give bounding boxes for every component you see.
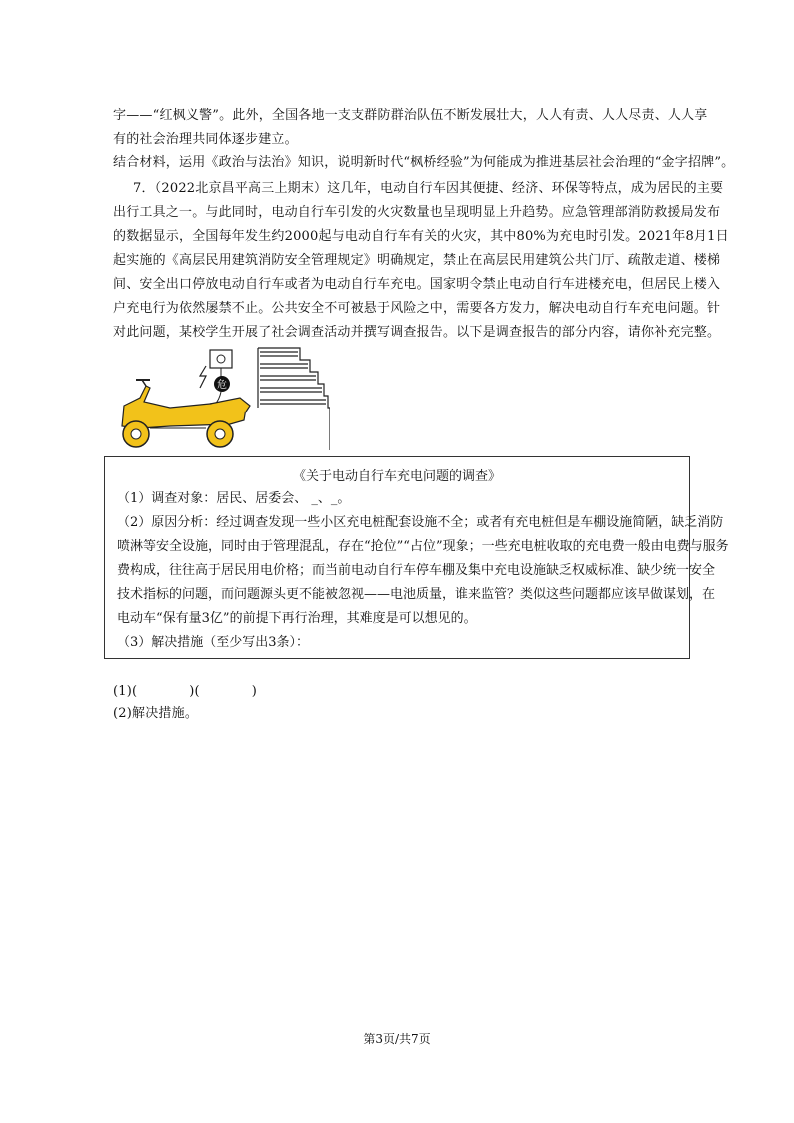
report-item-analysis: 技术指标的问题，而问题源头更不能被忽视——电池质量，谁来监管？类似这些问题都应该早做谋划，在 [117,587,716,602]
question-7-line: 的数据显示，全国每年发生约2000起与电动自行车有关的火灾，其中80%为充电时引发。2021年8月1日 [113,229,729,244]
page-footer: 第3页/共7页 [363,1032,431,1046]
scooter-staircase-illustration [110,346,330,450]
question-7-line: 户充电行为依然屡禁不止。公共安全不可被悬于风险之中，需要各方发力，解决电动自行车充电问题。针 [113,301,721,316]
answer-line-1: (1)( )( ) [113,684,258,699]
question-7-line: 7．（2022北京昌平高三上期末）这几年，电动自行车因其便捷、经济、环保等特点，成为居民的主要 [133,181,724,196]
question-7-line: 起实施的《高层民用建筑消防安全管理规定》明确规定，禁止在高层民用建筑公共门厅、疏散走道、楼梯 [113,253,721,268]
report-item-analysis: 喷淋等安全设施，同时由于管理混乱，存在“抢位”“占位”现象；一些充电桩收取的充电费一般由电费与服务 [117,539,729,554]
survey-report-box [104,456,729,659]
danger-label: 危 [217,380,227,391]
electric-scooter-icon [122,380,250,447]
paragraph-line: 有的社会治理共同体逐步建立。 [113,132,298,147]
danger-badge-icon [214,376,230,392]
question-7-line: 出行工具之一。与此同时，电动自行车引发的火灾数量也呈现明显上升趋势。应急管理部消防救援局发布 [113,205,721,220]
question-prompt: 结合材料，运用《政治与法治》知识，说明新时代“枫桥经验”为何能成为推进基层社会治理的“金字招牌”。 [113,155,735,170]
report-item-analysis: 费构成，往往高于居民用电价格；而当前电动自行车停车棚及集中充电设施缺乏权威标准、缺少统一安全 [117,563,716,578]
report-item-subjects: （1）调查对象：居民、居委会、 _、_。 [117,491,351,506]
lightning-icon [200,366,206,388]
question-7-line: 对此问题，某校学生开展了社会调查活动并撰写调查报告。以下是调查报告的部分内容，请你补充完整。 [113,325,721,340]
answer-line-2: (2)解决措施。 [113,706,199,721]
report-title: 《关于电动自行车充电问题的调查》 [292,469,501,484]
report-item-measures: （3）解决措施（至少写出3条）： [117,635,310,650]
report-item-analysis: 电动车“保有量3亿”的前提下再行治理，其难度是可以想见的。 [117,611,477,626]
staircase-icon [258,348,330,450]
paragraph-line: 字——“红枫义警”。此外，全国各地一支支群防群治队伍不断发展壮大，人人有责、人人尽责、人人享 [113,108,708,123]
question-7-line: 间、安全出口停放电动自行车或者为电动自行车充电。国家明令禁止电动自行车进楼充电，但居民上楼入 [113,277,721,292]
report-item-analysis: （2）原因分析：经过调查发现一些小区充电桩配套设施不全；或者有充电桩但是车棚设施简陋，缺乏消防 [117,515,724,530]
